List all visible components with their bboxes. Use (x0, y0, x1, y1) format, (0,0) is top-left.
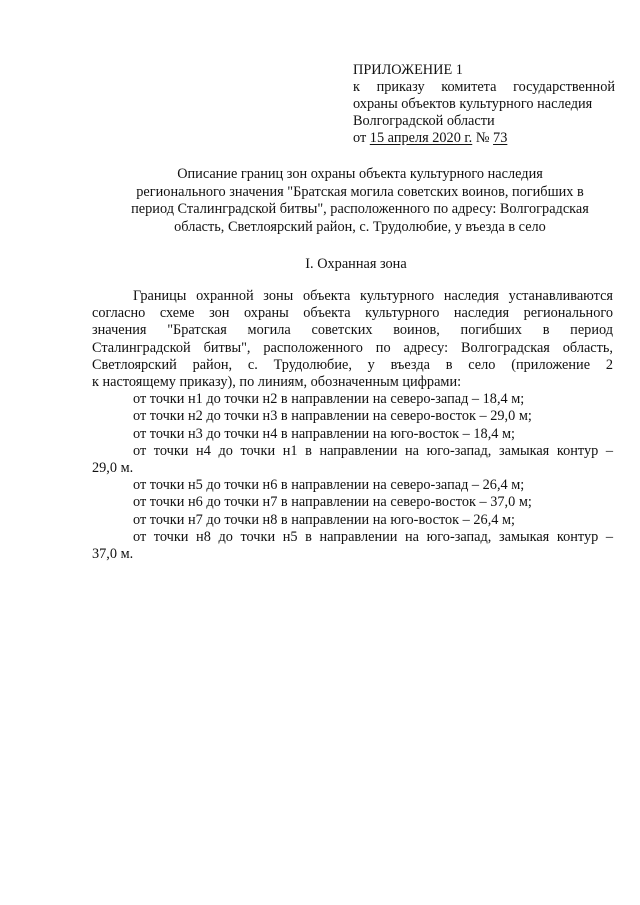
boundary-line-n3-n4: от точки н3 до точки н4 в направлении на юго-восток – 18,4 м; (133, 425, 516, 442)
title-line-4: область, Светлоярский район, с. Трудолюбие, у въезда в село (174, 218, 546, 235)
paragraph-line: к настоящему приказу), по линиям, обозначенным цифрами: (92, 374, 462, 391)
boundary-line-n7-n8: от точки н7 до точки н8 в направлении на юго-восток – 26,4 м; (133, 511, 516, 528)
title-line-1: Описание границ зон охраны объекта культурного наследия (177, 166, 543, 182)
body-text (92, 288, 613, 563)
annex-title: ПРИЛОЖЕНИЕ 1 (353, 62, 463, 78)
boundary-line-n1-n2: от точки н1 до точки н2 в направлении на северо-запад – 18,4 м; (133, 391, 525, 408)
order-date: 15 апреля 2020 г. (369, 130, 473, 146)
annex-date-line (353, 130, 615, 147)
boundary-line-n8-n5: от точки н8 до точки н5 в направлении на юго-запад, замыкая контур – (133, 528, 613, 545)
paragraph-line: значения "Братская могила советских воинов, погибших в период (92, 322, 613, 339)
annex-order-line: к приказу комитета государственной (353, 79, 615, 95)
boundary-line-n2-n3: от точки н2 до точки н3 в направлении на северо-восток – 29,0 м; (133, 408, 532, 425)
annex-region-line: Волгоградской области (353, 113, 495, 129)
boundary-line-n4-n1: от точки н4 до точки н1 в направлении на юго-запад, замыкая контур – (133, 442, 613, 459)
paragraph-line: Сталинградской битвы", расположенного по адресу: Волгоградская область, (92, 339, 613, 356)
date-prefix: от (353, 130, 370, 146)
section-heading: I. Охранная зона (305, 256, 407, 272)
order-number: 73 (493, 130, 508, 146)
annex-header (353, 62, 615, 147)
paragraph-line: Светлоярский район, с. Трудолюбие, у въезда в село (приложение 2 (92, 356, 613, 373)
boundary-line-n8-n5-value: 37,0 м. (92, 546, 134, 563)
document-title (80, 166, 640, 236)
boundary-line-n6-n7: от точки н6 до точки н7 в направлении на северо-восток – 37,0 м; (133, 494, 532, 511)
annex-committee-line: охраны объектов культурного наследия (353, 96, 593, 112)
title-line-3: период Сталинградской битвы", расположенного по адресу: Волгоградская (131, 201, 589, 217)
paragraph-line: согласно схеме зон охраны объекта культурного наследия регионального (92, 305, 613, 322)
boundary-line-n4-n1-value: 29,0 м. (92, 460, 134, 477)
number-sign: № (472, 130, 494, 146)
title-line-2: регионального значения "Братская могила советских воинов, погибших в (136, 183, 584, 200)
paragraph-line: Границы охранной зоны объекта культурного наследия устанавливаются (133, 288, 613, 304)
boundary-line-n5-n6: от точки н5 до точки н6 в направлении на северо-запад – 26,4 м; (133, 477, 525, 494)
